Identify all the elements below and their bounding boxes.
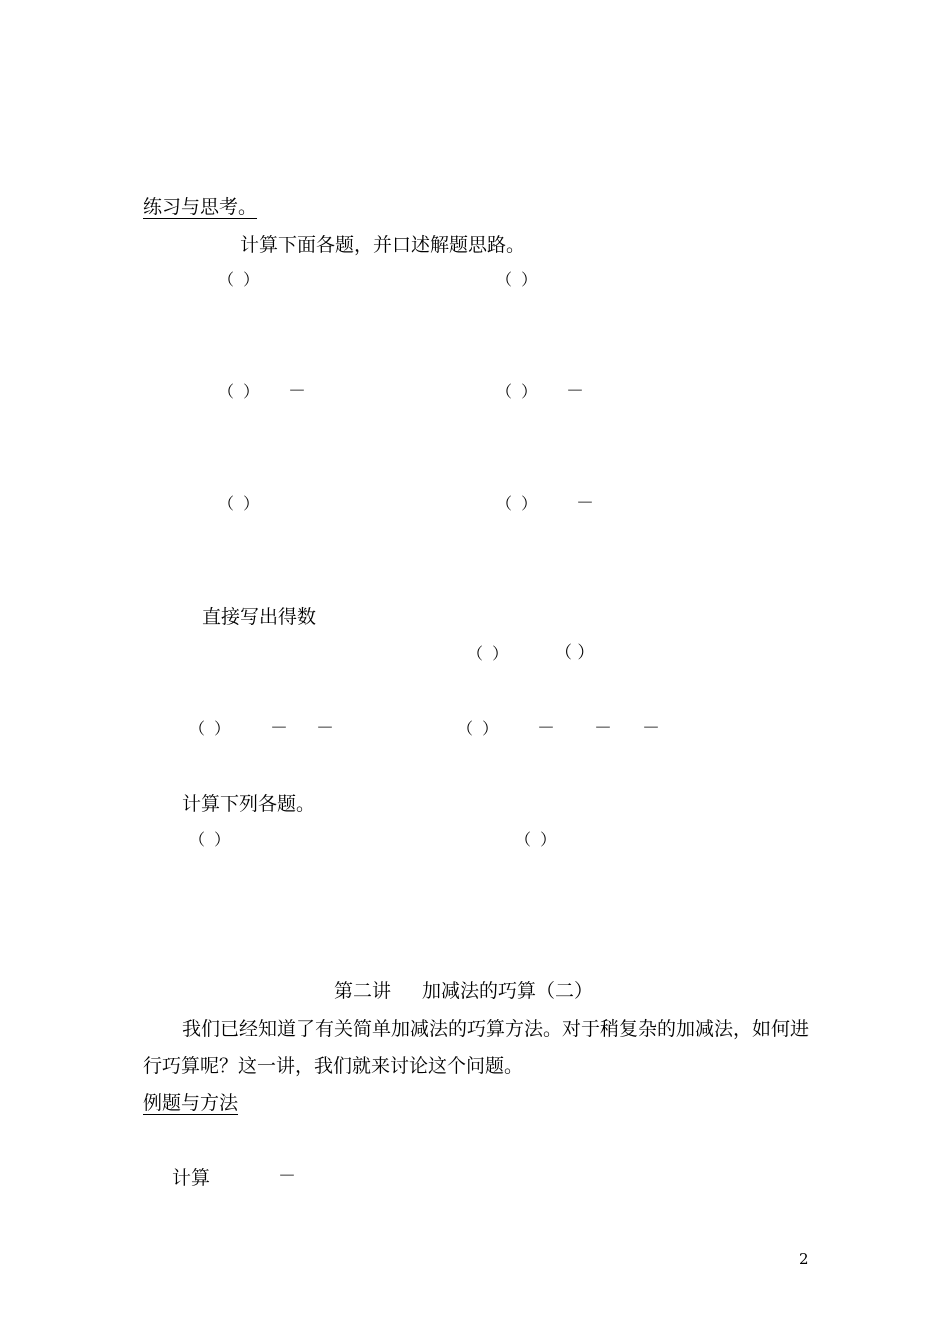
task2-instruction: 直接写出得数 [202, 606, 317, 628]
answer-blank: （ ） [457, 719, 501, 738]
task1-instruction: 计算下面各题，并口述解题思路。 [240, 234, 526, 256]
answer-blank: （ ） [218, 270, 262, 289]
lecture-number: 第二讲 [334, 980, 392, 1002]
minus-sign: － [316, 718, 334, 739]
minus-sign: － [594, 718, 612, 739]
answer-blank-wide: （ ） [555, 643, 595, 663]
answer-blank: （ ） [467, 644, 511, 663]
answer-blank: （ ） [496, 382, 540, 401]
answer-blank: （ ） [496, 270, 540, 289]
answer-blank: （ ） [515, 830, 559, 849]
answer-blank: （ ） [496, 494, 540, 513]
minus-sign: － [278, 1166, 296, 1187]
answer-blank: （ ） [218, 494, 262, 513]
intro-paragraph-line1: 我们已经知道了有关简单加减法的巧算方法。对于稍复杂的加减法，如何进 [182, 1018, 810, 1040]
minus-sign: － [576, 493, 594, 514]
minus-sign: － [288, 381, 306, 402]
page-number: 2 [799, 1250, 809, 1268]
practice-heading: 练习与思考。 [143, 196, 258, 218]
intro-paragraph-line2: 行巧算呢？这一讲，我们就来讨论这个问题。 [143, 1055, 524, 1077]
example-heading: 例题与方法 [143, 1092, 239, 1114]
task3-instruction: 计算下列各题。 [182, 793, 316, 815]
answer-blank: （ ） [189, 830, 233, 849]
minus-sign: － [642, 718, 660, 739]
lecture-title: 加减法的巧算（二） [422, 980, 594, 1002]
answer-blank: （ ） [189, 719, 233, 738]
calc-label: 计算 [172, 1167, 211, 1189]
answer-blank: （ ） [218, 382, 262, 401]
minus-sign: － [270, 718, 288, 739]
minus-sign: － [537, 718, 555, 739]
minus-sign: － [566, 381, 584, 402]
